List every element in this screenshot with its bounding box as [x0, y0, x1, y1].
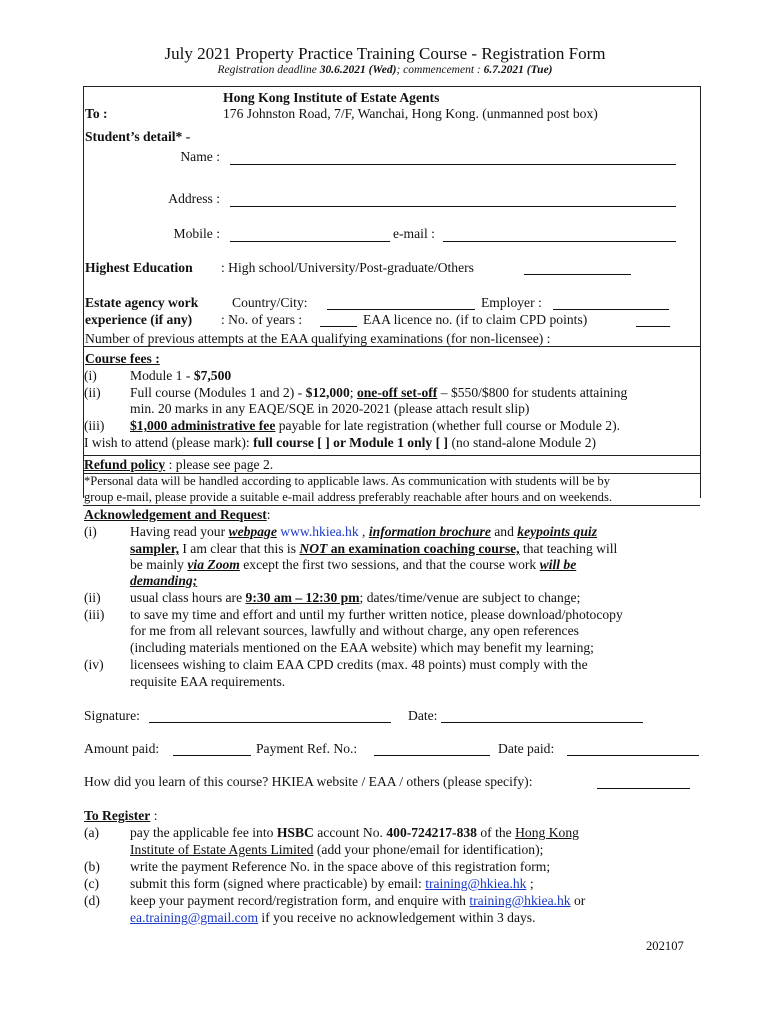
name-field[interactable] [230, 164, 676, 165]
ack-i-g: except the first two sessions, and that the course work [239, 557, 540, 572]
ack-coaching: an examination coaching course, [327, 541, 520, 556]
country-label: Country/City: [232, 295, 308, 310]
reg-institute: Institute of Estate Agents Limited [130, 842, 314, 857]
reg-d-num: (d) [84, 893, 100, 908]
date-field[interactable] [441, 722, 643, 723]
ack-i-e: that teaching will [519, 541, 618, 556]
reg-a-3: of the [476, 825, 516, 840]
fee-i-price: $7,500 [193, 368, 232, 383]
fee-iii-text: payable for late registration (whether full course or Module 2). [275, 418, 620, 433]
experience-label-2: experience (if any) [85, 312, 193, 327]
institute-address: 176 Johnston Road, 7/F, Wanchai, Hong Kong. (unmanned post box) [223, 106, 598, 121]
ack-brochure: information brochure [368, 524, 491, 539]
refund-policy [84, 457, 273, 473]
reg-a-num: (a) [84, 825, 100, 840]
register-heading-text: To Register [84, 808, 151, 823]
email-label: e-mail : [393, 226, 435, 241]
ack-i-c: and [490, 524, 518, 539]
name-label: Name : [180, 149, 220, 164]
reg-d-line1 [130, 893, 585, 909]
ack-willbe: will be [539, 557, 577, 572]
form-subtitle [0, 64, 770, 76]
fee-ii-text1: Full course (Modules 1 and 2) - [130, 385, 306, 400]
ack-ii-a: usual class hours are [130, 590, 246, 605]
reg-a-1: pay the applicable fee into [130, 825, 277, 840]
ack-iv-line1: licensees wishing to claim EAA CPD credits (max. 48 points) must comply with the [130, 657, 588, 672]
ack-iii-line1: to save my time and effort and until my further written notice, please download/photocopy [130, 607, 623, 622]
attend-text: I wish to attend (please mark): [84, 435, 254, 450]
fee-i-num: (i) [84, 368, 97, 383]
fee-i-text: Module 1 - [130, 368, 194, 383]
to-label: To : [85, 106, 108, 121]
country-field[interactable] [327, 309, 475, 310]
ack-ii-line [130, 590, 580, 606]
reg-b-text: write the payment Reference No. in the space above of this registration form; [130, 859, 551, 874]
course-fees-heading: Course fees : [85, 351, 160, 366]
mobile-field[interactable] [230, 241, 390, 242]
reg-a-line2 [130, 842, 543, 858]
ack-iv-num: (iv) [84, 657, 104, 672]
licence-label: EAA licence no. (if to claim CPD points) [363, 312, 588, 327]
institute-name: Hong Kong Institute of Estate Agents [223, 90, 440, 105]
signature-field[interactable] [149, 722, 391, 723]
fee-ii-setoff: one-off set-off [356, 385, 438, 400]
ack-webpage: webpage [228, 524, 277, 539]
employer-label: Employer : [481, 295, 542, 310]
reg-d-or: or [570, 893, 586, 908]
attempts-label: Number of previous attempts at the EAA qualifying examinations (for non-licensee) : [85, 331, 551, 346]
mobile-label: Mobile : [173, 226, 220, 241]
ack-iii-line3: (including materials mentioned on the EAA website) which may benefit my learning; [130, 640, 594, 655]
ack-heading-text: Acknowledgement and Request [84, 507, 267, 522]
divider-fees [83, 455, 700, 456]
commencement-date: 6.7.2021 (Tue) [483, 64, 553, 76]
education-label: Highest Education [85, 260, 193, 275]
datepaid-field[interactable] [567, 755, 699, 756]
ack-i-d: I am clear that this is [178, 541, 300, 556]
fee-ii-price: $12,000 [305, 385, 350, 400]
fee-module-1 [130, 368, 231, 384]
fee-ii-sep: ; [349, 385, 357, 400]
address-label: Address : [168, 191, 220, 206]
ack-quiz: keypoints quiz [517, 524, 597, 539]
reg-c-text: submit this form (signed where practicable) by email: [130, 876, 426, 891]
attend-choice[interactable] [84, 435, 596, 451]
ack-i-a: Having read your [130, 524, 229, 539]
payref-field[interactable] [374, 755, 490, 756]
experience-label-1: Estate agency work [85, 295, 199, 310]
frame-bottom-line [83, 505, 700, 506]
datepaid-label: Date paid: [498, 741, 555, 756]
reg-b-num: (b) [84, 859, 100, 874]
ack-iii-num: (iii) [84, 607, 105, 622]
learn-field[interactable] [597, 788, 690, 789]
ack-i-b: , [358, 524, 369, 539]
fee-ii-num: (ii) [84, 385, 101, 400]
reg-d-line2 [130, 910, 536, 926]
reg-a-4: (add your phone/email for identification); [313, 842, 544, 857]
ack-heading [84, 507, 271, 523]
ack-colon: : [266, 507, 271, 522]
fee-iii-admin: $1,000 administrative fee [130, 418, 276, 433]
amount-field[interactable] [173, 755, 251, 756]
register-colon: : [150, 808, 158, 823]
frame-right-line [700, 86, 701, 498]
training-email-link[interactable]: training@hkiea.hk [425, 876, 527, 891]
subtitle-mid: ; commencement : [396, 64, 484, 76]
register-heading [84, 808, 158, 824]
fee-iii-num: (iii) [84, 418, 105, 433]
reg-bank: HSBC [276, 825, 314, 840]
hkiea-website-link[interactable]: www.hkiea.hk [276, 524, 359, 539]
address-field[interactable] [230, 206, 676, 207]
ack-sampler: sampler, [130, 541, 179, 556]
learn-question: How did you learn of this course? HKIEA website / EAA / others (please specify): [84, 774, 533, 789]
reg-c-end: ; [526, 876, 534, 891]
ack-i-f: be mainly [130, 557, 188, 572]
years-label: : No. of years : [221, 312, 303, 327]
ack-ii-num: (ii) [84, 590, 101, 605]
form-title: July 2021 Property Practice Training Course - Registration Form [164, 44, 606, 63]
attend-options[interactable]: full course [ ] or Module 1 only [ ] [253, 435, 449, 450]
licence-field[interactable] [636, 326, 670, 327]
ack-i-line2 [130, 541, 617, 557]
reg-account-number: 400-724217-838 [386, 825, 477, 840]
signature-label: Signature: [84, 708, 140, 723]
training-email-link-2[interactable]: training@hkiea.hk [469, 893, 571, 908]
ack-i-line3 [130, 557, 576, 573]
form-code: 202107 [646, 939, 684, 953]
ack-hours: 9:30 am – 12:30 pm [245, 590, 360, 605]
ack-not: NOT [299, 541, 328, 556]
privacy-line-2: group e-mail, please provide a suitable e-mail address preferably reachable after hours and on weekends. [84, 490, 613, 504]
amount-label: Amount paid: [84, 741, 160, 756]
reg-hk: Hong Kong [515, 825, 579, 840]
reg-d-end: if you receive no acknowledgement within 3 days. [258, 910, 536, 925]
reg-d-text: keep your payment record/registration form, and enquire with [130, 893, 470, 908]
payref-label: Payment Ref. No.: [256, 741, 358, 756]
fee-ii-line2: min. 20 marks in any EAQE/SQE in 2020-2021 (please attach result slip) [130, 401, 530, 416]
email-field[interactable] [443, 241, 676, 242]
ack-i-line1 [130, 524, 597, 540]
ack-zoom: via Zoom [187, 557, 240, 572]
refund-text: : please see page 2. [165, 457, 274, 472]
attend-note: (no stand-alone Module 2) [448, 435, 597, 450]
fee-ii-text2: – $550/$800 for students attaining [437, 385, 628, 400]
employer-field[interactable] [553, 309, 669, 310]
privacy-line-1: *Personal data will be handled according to applicable laws. As communication with students will be by [84, 474, 611, 488]
date-label: Date: [408, 708, 438, 723]
education-options: : High school/University/Post-graduate/Others [221, 260, 474, 275]
deadline-date: 30.6.2021 (Wed) [319, 64, 397, 76]
fee-late [130, 418, 620, 434]
gmail-link[interactable]: ea.training@gmail.com [130, 910, 259, 925]
reg-c-num: (c) [84, 876, 100, 891]
education-field[interactable] [524, 274, 631, 275]
ack-demanding: demanding; [130, 573, 198, 588]
subtitle-prefix: Registration deadline [217, 64, 320, 76]
reg-a-2: account No. [313, 825, 387, 840]
reg-c-line [130, 876, 534, 892]
fee-full-course [130, 385, 627, 401]
years-field[interactable] [320, 326, 357, 327]
ack-iv-line2: requisite EAA requirements. [130, 674, 286, 689]
ack-iii-line2: for me from all relevant sources, lawfully and without charge, any open references [130, 623, 579, 638]
ack-ii-b: ; dates/time/venue are subject to change; [359, 590, 581, 605]
frame-top-line [83, 86, 700, 87]
student-detail-heading: Student’s detail* - [85, 129, 191, 144]
refund-label: Refund policy [84, 457, 166, 472]
reg-a-line1 [130, 825, 579, 841]
ack-i-num: (i) [84, 524, 97, 539]
